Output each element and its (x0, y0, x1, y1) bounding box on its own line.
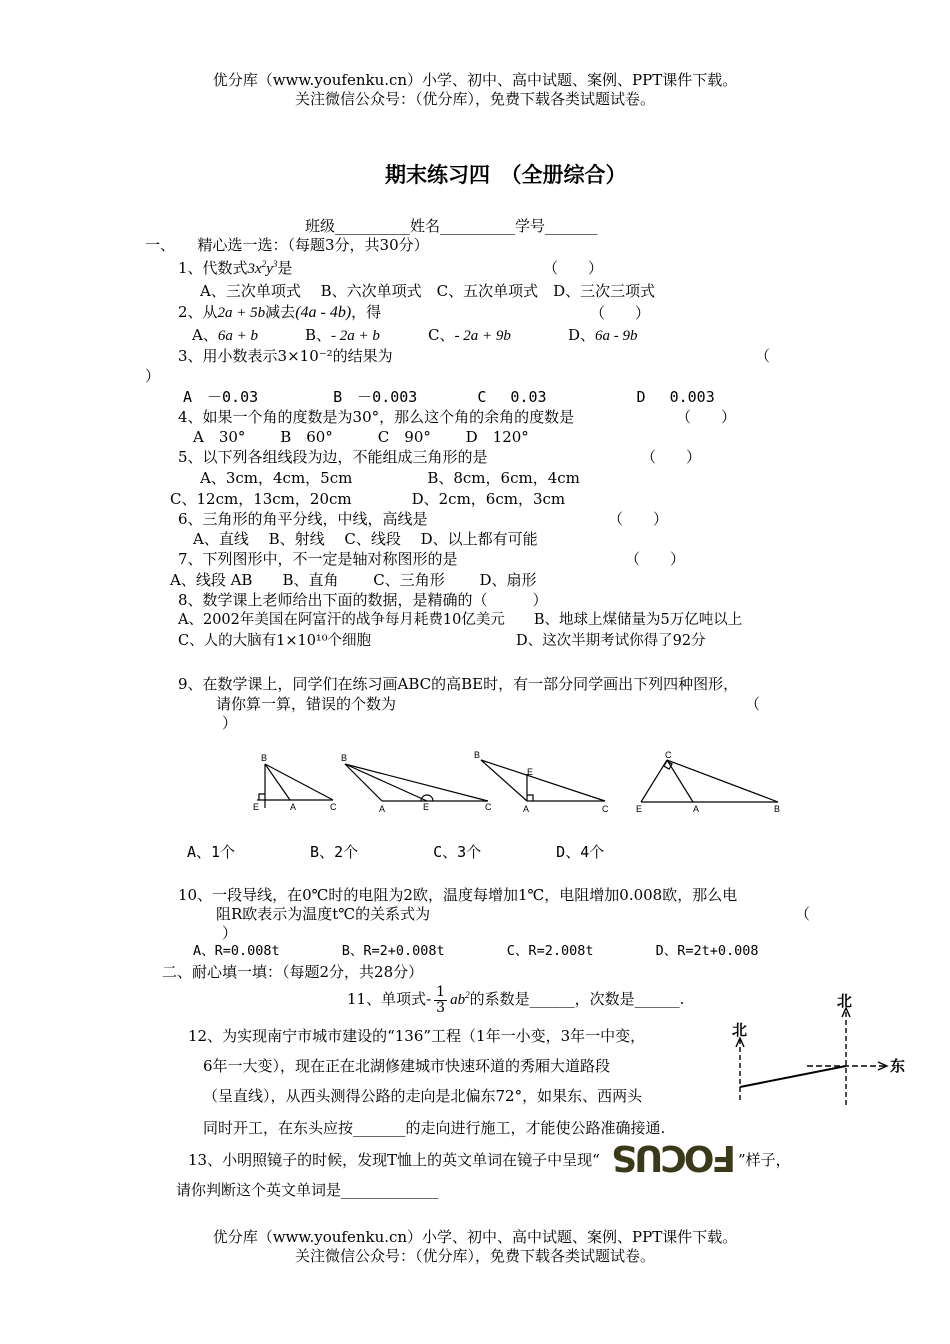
q9-stem-2: 请你算一算，错误的个数为 (216, 695, 397, 713)
fig2-label-b: B (341, 753, 348, 763)
fig4-label-e: E (636, 804, 643, 814)
fig1-label-e: E (253, 802, 260, 812)
q1-bracket: （ ） (543, 259, 604, 277)
fig3-right-angle (527, 795, 533, 801)
fig3-side-ba (481, 760, 527, 801)
header-line-1: 优分库（www.youfenku.cn）小学、初中、高中试题、案例、PPT课件下载。 (212, 71, 738, 89)
fig1-label-c: C (330, 802, 337, 812)
fig1-right-angle (259, 794, 265, 800)
fig1-label-b: B (261, 753, 268, 763)
q1-stem: 1、代数式$3x^2y^3$是 (178, 259, 293, 277)
q2-option-d: D、6a - 9b (568, 326, 638, 344)
q12-direction-diagram (725, 990, 915, 1110)
q13-line-1-pre: 13、小明照镜子的时候，发现T恤上的英文单词在镜子中呈现“ (188, 1151, 600, 1169)
q13-line-1-post: ”样子， (738, 1151, 791, 1169)
fig2-side-ba (345, 764, 382, 801)
q12-line-3: （呈直线），从西头测得公路的走向是北偏东72°，如果东、西两头 (203, 1087, 643, 1105)
q2-stem: 2、从2a + 5b减去(4a - 4b)，得 (178, 303, 382, 321)
footer-line-1: 优分库（www.youfenku.cn）小学、初中、高中试题、案例、PPT课件下载。 (212, 1228, 738, 1246)
page-title: 期末练习四 （全册综合） (385, 163, 627, 187)
q12-line-4: 同时开工，在东头应按_______的走向进行施工，才能使公路准确接通. (203, 1119, 666, 1137)
q5-bracket: （ ） (641, 448, 702, 466)
q9-bracket-close: ） (222, 714, 238, 732)
q3-bracket-close: ） (145, 367, 161, 385)
fig1-label-a: A (290, 802, 297, 812)
east-north-label: 北 (837, 993, 853, 1010)
fig4-label-a: A (693, 804, 700, 814)
q8-stem: 8、数学课上老师给出下面的数据，是精确的（ ） (178, 591, 548, 609)
q7-options: A、线段 AB B、直角 C、三角形 D、扇形 (170, 571, 537, 589)
fig3-side-bc (481, 760, 605, 801)
q9-stem-1: 9、在数学课上，同学们在练习画ABC的高BE时，有一部分同学画出下列四种图形， (178, 675, 739, 693)
road-line (740, 1066, 846, 1087)
fig3-label-c: C (602, 804, 609, 814)
fig3-label-a: A (523, 804, 530, 814)
student-info-line: 班级__________姓名__________学号_______ (305, 217, 598, 235)
fig4-label-c: C (665, 750, 672, 760)
q2-bracket: （ ） (590, 304, 651, 322)
fig4-label-b: B (774, 804, 781, 814)
q6-stem: 6、三角形的角平分线，中线，高线是 (178, 510, 428, 528)
q13-line-2: 请你判断这个英文单词是_____________ (176, 1181, 439, 1199)
fig4-side-cb (667, 760, 778, 802)
fig2-angle-mark (421, 795, 433, 801)
q4-bracket: （ ） (676, 408, 737, 426)
west-north-label: 北 (732, 1022, 748, 1039)
q5-stem: 5、以下列各组线段为边，不能组成三角形的是 (178, 448, 488, 466)
header-line-2: 关注微信公众号：（优分库），免费下载各类试题试卷。 (294, 90, 655, 108)
q9-triangle-figures (245, 748, 795, 820)
q4-stem: 4、如果一个角的度数是为30°，那么这个角的余角的度数是 (178, 408, 575, 426)
q8-options-1: A、2002年美国在阿富汗的战争每月耗费10亿美元 B、地球上煤储量为5万亿吨以上 (178, 612, 743, 628)
q3-options: A －0.03 B －0.003 C 0.03 D 0.003 (183, 388, 715, 406)
q10-stem-2: 阻R欧表示为温度t℃的关系式为 (216, 905, 431, 923)
fig3-label-b: B (474, 750, 481, 760)
section-2-heading: 二、耐心填一填：（每题2分，共28分） (162, 963, 424, 981)
q10-bracket-close: ） (222, 924, 238, 942)
q10-bracket-open: （ (795, 905, 811, 923)
q2-option-a: A、6a + b (192, 326, 258, 344)
q7-stem: 7、下列图形中，不一定是轴对称图形的是 (178, 550, 458, 568)
q12-line-1: 12、为实现南宁市城市建设的“136”工程（1年一小变，3年一中变， (188, 1027, 646, 1045)
q4-options: A 30° B 60° C 90° D 120° (193, 428, 529, 446)
q10-stem-1: 10、一段导线，在0℃时的电阻为2欧，温度每增加1℃，电阻增加0.008欧，那么电 (178, 886, 738, 904)
fig2-label-a: A (379, 804, 386, 814)
fig1-side-bc (265, 764, 333, 800)
fig3-label-e: E (527, 767, 534, 777)
footer-line-2: 关注微信公众号：（优分库），免费下载各类试题试卷。 (294, 1247, 655, 1265)
q9-bracket-open: （ (745, 695, 761, 713)
q9-options: A、1个 B、2个 C、3个 D、4个 (187, 843, 605, 861)
east-label: 东 (890, 1058, 906, 1075)
q7-bracket: （ ） (625, 550, 686, 568)
fig2-side-bc (345, 764, 488, 801)
fig1-side-ba (265, 764, 290, 800)
q11-stem: 11、单项式- $\frac{1}{3}$ $ab^2$的系数是______，次数是______. (347, 984, 685, 1016)
q1-options: A、三次单项式 B、六次单项式 C、五次单项式 D、三次三项式 (200, 282, 656, 300)
q2-option-c: C、- 2a + 9b (428, 326, 511, 344)
q8-options-2: C、人的大脑有1×10¹⁰个细胞 D、这次半期考试你得了92分 (178, 633, 706, 649)
fig2-label-e: E (423, 802, 430, 812)
fig2-label-c: C (485, 802, 492, 812)
q3-bracket-open: （ (755, 347, 771, 365)
q12-line-2: 6年一大变），现在正在北湖修建城市快速环道的秀厢大道路段 (203, 1057, 611, 1075)
q13-mirror-word: FOCUS (614, 1137, 736, 1178)
q5-options-2: C、12cm，13cm，20cm D、2cm，6cm，3cm (170, 490, 566, 508)
q6-bracket: （ ） (608, 510, 669, 528)
q10-options: A、R=0.008t B、R=2+0.008t C、R=2.008t D、R=2t+0.008 (193, 943, 759, 959)
q5-options-1: A、3cm，4cm，5cm B、8cm，6cm，4cm (200, 469, 580, 487)
q13-mirror-word-image (614, 1135, 736, 1179)
q3-stem: 3、用小数表示3×10⁻²的结果为 (178, 347, 393, 365)
section-1-heading: 一、 精心选一选：（每题3分，共30分） (145, 236, 429, 254)
q6-options: A、直线 B、射线 C、线段 D、以上都有可能 (193, 530, 538, 548)
q2-option-b: B、- 2a + b (305, 326, 380, 344)
